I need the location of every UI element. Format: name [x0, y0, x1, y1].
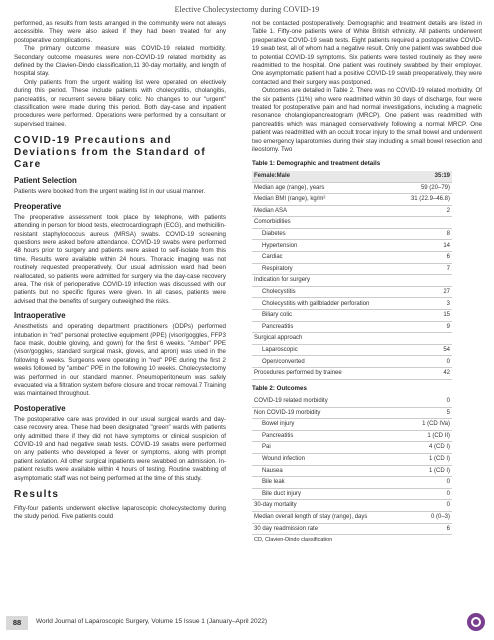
table-row [252, 263, 452, 275]
table-cell-label: Cardiac [252, 252, 388, 264]
table-cell-label: Open/converted [252, 356, 388, 368]
table-2-caption: Table 2: Outcomes [252, 384, 307, 392]
page-footer [0, 612, 494, 634]
table-cell-label: Hypertension [252, 240, 388, 252]
table-cell-value [388, 333, 452, 345]
paragraph: Only patients from the urgent waiting list were operated on electively during this period. These include patients with cholecystitis, cholangitis, pancreatitis, or recurrent severe biliary colic. No changes to our "urgent" classification were made during this period. Both day-case and inpatient procedures were performed. Operations were performed by a consultant or supervised trainee. [14, 78, 226, 128]
table-cell-label: COVID-19 related morbidity [252, 396, 388, 407]
publisher-logo-icon [466, 612, 486, 632]
table-row [252, 407, 452, 419]
table-cell-value: 1 (CD II) [388, 430, 452, 442]
table-row [252, 430, 452, 442]
table-row [252, 368, 452, 380]
table-cell-value: 0 [388, 500, 452, 512]
table-cell-label: Diabetes [252, 228, 388, 240]
paragraph: Fifty-four patients underwent elective laparoscopic cholecystectomy during the study period. Five patients could [14, 505, 226, 521]
table-cell-value: 27 [388, 286, 452, 298]
table-cell-label: Median BMI (range), kg/m² [252, 194, 388, 206]
table-cell-label: Nausea [252, 465, 388, 477]
table-row [252, 344, 452, 356]
table-cell-label: Pancreatitis [252, 321, 388, 333]
paragraph: The preoperative assessment took place by telephone, with patients attending in person for blood tests, electrocardiograph (ECG), and methicillin-resistant staphylococcus aureus (MRSA) swabs. COVID-19 screening questions were asked before attendance. COVID-19 swabs were performed 48 hours prior to surgery and patients were asked to self-isolate from this time. Results were available within 24 hours. Thoracic imaging was not routinely requested preoperatively. Our usual admission ward had been reallocated, so patients were admitted for surgery via the day-case recovery area. The risk of perioperative COVID-19 infection was discussed with our patients but no specific figures were given. In all cases, patients were advised that the benefits of surgery outweighed the risks. [14, 213, 226, 305]
table-cell-value: 7 [388, 263, 452, 275]
table-cell-label: Laparoscopic [252, 344, 388, 356]
table-cell-label: Procedures performed by trainee [252, 368, 388, 380]
right-column [252, 20, 482, 546]
table-row [252, 488, 452, 500]
table-cell-value: 8 [388, 228, 452, 240]
table-row [252, 477, 452, 489]
table-cell-value: 6 [388, 523, 452, 535]
table-row [252, 217, 452, 229]
table-cell-label: Female:Male [252, 171, 388, 182]
table-cell-value: 59 (20–79) [388, 182, 452, 194]
table-row [252, 252, 452, 264]
table-row [252, 194, 452, 206]
table-cell-value: 0 (0–3) [388, 511, 452, 523]
table-row [252, 465, 452, 477]
table-row [252, 321, 452, 333]
table-cell-value: 14 [388, 240, 452, 252]
table-cell-value: 0 [388, 396, 452, 407]
table-1 [252, 171, 452, 380]
table-cell-label: Comorbidities [252, 217, 388, 229]
paragraph: performed, as results from tests arranged in the community were not always accessible. They were also asked if they had been treated for any postoperative complications. [14, 20, 226, 44]
paragraph: Patients were booked from the urgent waiting list in our usual manner. [14, 188, 206, 196]
table-cell-label: Bowel injury [252, 419, 388, 431]
table-cell-label: 30 day readmission rate [252, 523, 388, 535]
table-cell-value: 3 [388, 298, 452, 310]
left-column [14, 20, 226, 522]
table-cell-label: Median overall length of stay (range), days [252, 511, 388, 523]
table-cell-label: Bile duct injury [252, 488, 388, 500]
paragraph: Outcomes are detailed in Table 2. There was no COVID-19 related morbidity. Of the six patients (11%) who were readmitted within 30 days of discharge, four were treated for postoperative pain and had normal investigations, including a magnetic resonance cholangiopancreatogram (MRCP). One patient was readmitted with pancreatitis which was managed conservatively following a normal MRCP. One patient was readmitted with an occult trocar injury to the small bowel and underwent two emergency laparotomies during their stay including a small bowel resection and ileostomy. Two [252, 87, 482, 154]
table-2 [252, 396, 452, 546]
table-row [252, 228, 452, 240]
table-row [252, 356, 452, 368]
subheading-postoperative: Postoperative [14, 403, 66, 413]
table-cell-value: 54 [388, 344, 452, 356]
table-cell-label: Median age (range), years [252, 182, 388, 194]
table-cell-value [388, 275, 452, 287]
table-cell-value [388, 217, 452, 229]
table-row [252, 442, 452, 454]
table-row [252, 275, 452, 287]
table-cell-value: 6 [388, 252, 452, 264]
table-cell-label: Pai [252, 442, 388, 454]
paragraph: The postoperative care was provided in our usual surgical wards and day-case recovery area. These had been designated "green" wards with patients only admitted there if they did not have symptoms or clinical suspicion of COVID-19 and had negative swab tests. COVID-19 swabs were performed on any patients who developed a fever or symptoms, along with prompt patient isolation. All other surgical inpatients were swabbed on admission. In-patient results were available within 4 hours of testing. Routine swabbing of asymptomatic staff was not being performed at the time of this study. [14, 415, 226, 482]
table-cell-label: Non COVID-19 morbidity [252, 407, 388, 419]
paragraph: Anesthetists and operating department practitioners (ODPs) performed intubation in "red" personal protective equipment (PPE) (visor/goggles, FFP3 face mask, double gloving, and gown) for the first 6 weeks. "Amber" PPE (visor/goggles, standard surgical mask, gloves, and apron) was used in the following 6 weeks. Surgeons were operating in "red" PPE during the first 2 weeks followed by "amber" PPE in the following 10 weeks. Cholecystectomy was performed in our standard manner. Pneumoperitoneum was safely evacuated via a filtration system before closure and trocar removal.7 Training was maintained throughout. [14, 323, 226, 398]
table-1-caption: Table 1: Demographic and treatment details [252, 159, 381, 167]
table-row [252, 511, 452, 523]
table-cell-value: 0 [388, 477, 452, 489]
table-cell-value: 42 [388, 368, 452, 380]
section-heading-methods: COVID-19 Precautions and Deviations from the Standard of Care [14, 135, 206, 171]
page-number: 88 [6, 616, 28, 630]
table-row [252, 240, 452, 252]
table-cell-value: 9 [388, 321, 452, 333]
table-cell-label: 30-day mortality [252, 500, 388, 512]
table-row [252, 182, 452, 194]
section-heading-results: Results [14, 489, 60, 501]
table-cell-label: Median ASA [252, 205, 388, 217]
table-cell-value: 35:19 [388, 171, 452, 182]
table-row [252, 205, 452, 217]
table-row [252, 396, 452, 407]
table-row [252, 523, 452, 535]
paragraph: The primary outcome measure was COVID-19 related morbidity. Secondary outcome measures were non-COVID-19 related morbidity as defined by the Clavien-Dindo classification,11 30-day mortality, and length of hospital stay. [14, 45, 226, 78]
table-cell-label: Wound infection [252, 453, 388, 465]
table-2-footnote: CD, Clavien-Dindo classification [254, 537, 333, 544]
paragraph: not be contacted postoperatively. Demographic and treatment details are listed in Table 1. Fifty-one patients were of White British ethnicity. All patients underwent preoperative COVID-19 swab tests. Eight patients required a postoperative COVID-19 swab test, all of whom had a negative result. Only one patient was swabbed due to potential COVID-19 symptoms. Six patients were tested routinely as they were readmitted to the hospital. One patient was routinely swabbed by their employer. One asymptomatic patient had a positive COVID-19 swab preoperatively, they were contacted and their surgery was postponed. [252, 20, 482, 86]
table-cell-value: 1 (CD I) [388, 453, 452, 465]
table-cell-value: 5 [388, 407, 452, 419]
table-row [252, 453, 452, 465]
table-cell-value: 1 (CD IVa) [388, 419, 452, 431]
running-head: Elective Cholecystectomy during COVID-19 [174, 5, 320, 14]
table-cell-value: 0 [388, 356, 452, 368]
table-cell-value: 4 (CD I) [388, 442, 452, 454]
subheading-patient-selection: Patient Selection [14, 176, 77, 186]
table-row [252, 333, 452, 345]
table-row [252, 298, 452, 310]
table-cell-value: 31 (22.9–46.8) [388, 194, 452, 206]
table-cell-label: Cholecystitis with gallbladder perforation [252, 298, 388, 310]
table-cell-label: Bile leak [252, 477, 388, 489]
subheading-intraoperative: Intraoperative [14, 311, 66, 321]
table-row [252, 286, 452, 298]
table-row [252, 419, 452, 431]
table-cell-label: Pancreatitis [252, 430, 388, 442]
table-cell-label: Indication for surgery [252, 275, 388, 287]
table-row [252, 500, 452, 512]
table-row [252, 171, 452, 182]
table-cell-label: Respiratory [252, 263, 388, 275]
table-row [252, 310, 452, 322]
table-cell-label: Biliary colic [252, 310, 388, 322]
table-cell-label: Cholecystitis [252, 286, 388, 298]
table-cell-label: Surgical approach [252, 333, 388, 345]
table-cell-value: 2 [388, 205, 452, 217]
subheading-preoperative: Preoperative [14, 201, 62, 211]
table-cell-value: 0 [388, 488, 452, 500]
journal-citation: World Journal of Laparoscopic Surgery, Volume 15 Issue 1 (January–April 2022) [36, 618, 267, 625]
table-cell-value: 15 [388, 310, 452, 322]
table-cell-value: 1 (CD I) [388, 465, 452, 477]
